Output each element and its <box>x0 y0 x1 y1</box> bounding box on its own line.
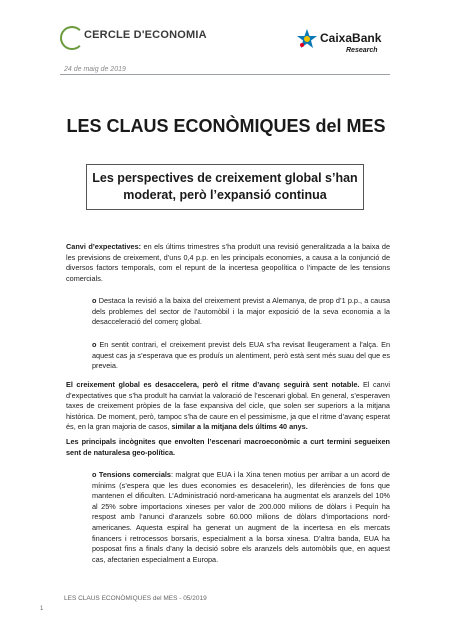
header-divider <box>60 74 390 75</box>
bullet-text: : malgrat que EUA i la Xina tenen motius per arribar a un acord de mínims (s’espera que les dues economies es desacelerin), les diferències de fons que mantenen el dificulten. L’Administració nord-americana ha augmentat els aranzels del 10% al 25% sobre importacions xineses per valor de 200.000 milions de dòlars i Pequín ha respost amb l’anunci d’aranzels sobre 60.000 milions de dòlars d’importacions nord-americanes. Aquesta espiral ha generat un augment de la incertesa en els mercats financers i retrocessos borsaris, especialment a la borsa xinesa. D’altra banda, EUA ha posposat fins a finals d’any la decisió sobre els aranzels dels automòbils que, en aquest cas, afectarien especialment a Europa. <box>92 470 390 564</box>
bullet-marker: o <box>92 340 97 349</box>
paragraph-text: El canvi d’expectatives que s’ha produït ha canviat la valoració de l’escenari global. En general, s’esperaven taxes de creixement pròpies de la fase expansiva del cicle, que solen ser superiors a la mitjana històrica. De moment, però, tampoc s’ha de caure en el pessimisme, ja que el ritme d’avanç esperat és, en la gran majoria de casos, <box>66 380 391 432</box>
subtitle-line-2: moderat, però l’expansió continua <box>123 188 327 202</box>
subtitle-box <box>86 164 364 210</box>
paragraph-heading: El creixement global es desaccelera, però el ritme d’avanç seguirà sent notable. <box>66 380 360 389</box>
page-footer: LES CLAUS ECONÒMIQUES del MES - 05/2019 <box>64 595 207 602</box>
bullet-text: Destaca la revisió a la baixa del creixement previst a Alemanya, de prop d’1 p.p., a causa dels problemes del sector de l’automòbil i la major exposició de la seva economia a la desacceleració del comerç global. <box>92 296 390 327</box>
caixabank-star-icon <box>296 28 318 50</box>
paragraph-geopolitics <box>66 437 390 458</box>
research-label: Research <box>346 47 378 54</box>
paragraph-heading: Canvi d’expectatives: <box>66 242 142 251</box>
publication-date: 24 de maig de 2019 <box>64 66 126 73</box>
page-title: LES CLAUS ECONÒMIQUES del MES <box>66 116 386 136</box>
bullet-marker: o <box>92 470 97 479</box>
caixabank-logo-text: CaixaBank <box>320 31 382 45</box>
bullet-text: En sentit contrari, el creixement previst dels EUA s’ha revisat lleugerament a l’alça. En aquest cas ja s’esperava que es produís un alentiment, però està sent més suau del que es preveia. <box>92 340 391 371</box>
cercle-logo-text: CERCLE D'ECONOMIA <box>84 29 207 41</box>
cercle-economia-logo <box>60 26 210 52</box>
paragraph-global-growth <box>66 380 390 433</box>
bullet-marker: o <box>92 296 97 305</box>
bullet-heading: Tensions comercials <box>98 470 171 479</box>
caixabank-research-logo <box>296 28 396 60</box>
paragraph-heading: Les principals incògnites que envolten l’escenari macroeconòmic a curt termini segueixen sent de naturalesa geo-política. <box>66 437 390 457</box>
sub-bullet-usa <box>92 340 390 372</box>
sub-bullet-germany <box>92 296 390 328</box>
cercle-ring-icon <box>60 26 84 50</box>
paragraph-emphasis: similar a la mitjana dels últims 40 anys. <box>171 422 308 432</box>
sub-bullet-trade-tensions <box>92 470 390 565</box>
paragraph-text: en els últims trimestres s’ha produït una revisió generalitzada a la baixa de les previsions de creixement, d’uns 0,4 p.p. en les principals economies, a causa a la conjunció de diversos factors temporals, com el repunt de la incertesa geopolítica o l’impacte de les tensions comercials. <box>66 242 391 283</box>
page-number: 1 <box>40 606 44 612</box>
paragraph-expectations <box>66 242 390 284</box>
subtitle-line-1: Les perspectives de creixement global s’han <box>92 171 358 185</box>
